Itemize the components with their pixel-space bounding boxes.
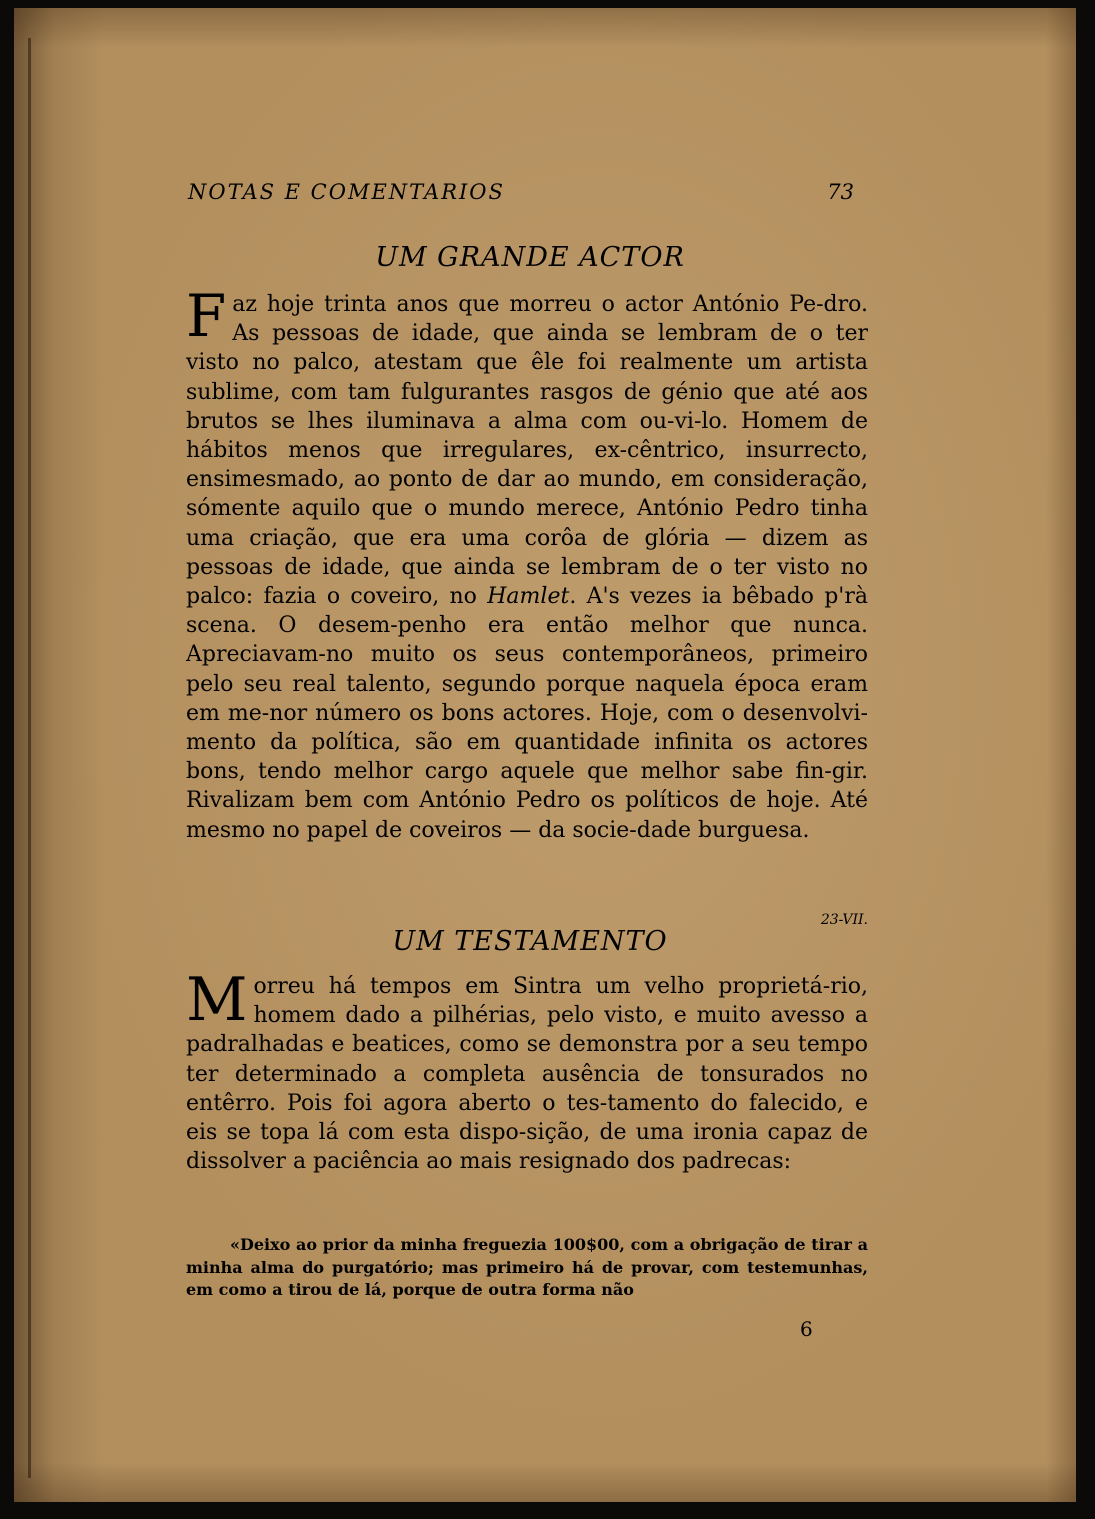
binding-gutter xyxy=(28,38,31,1478)
running-title: NOTAS E COMENTARIOS xyxy=(188,180,505,204)
drop-cap: F xyxy=(186,282,227,350)
drop-cap: M xyxy=(186,965,248,1035)
article-text: az hoje trinta anos que morreu o actor António Pe-dro. As pessoas de idade, que ainda se lembram de o ter visto no palco, atestam que êle foi realmente um artista sublime, com tam fulgurantes rasgos de génio que até aos brutos se lhes iluminava a alma com ou-vi-lo. Homem de hábitos menos que irregulares, ex-cêntrico, insurrecto, ensimesmado, ao ponto de dar ao mundo, em consideração, sómente aquilo que o mundo merece, António Pedro tinha uma criação, que era uma corôa de glória — dizem as pessoas de idade, que ainda se lembram de o ter visto no palco: fazia o coveiro, no Hamlet. A's vezes ia bêbado p'rà scena. O desem-penho era então melhor que nunca. Apreciavam-no muito os seus contemporâneos, primeiro pelo seu real talento, segundo porque naquela época eram em me-nor número os bons actores. Hoje, com o desenvolvi-mento da política, são em quantidade infinita os actores bons, tendo melhor cargo aquele que melhor sabe fin-gir. Rivalizam bem com António Pedro os políticos de hoje. Até mesmo no papel de coveiros — da socie-dade burguesa. xyxy=(186,292,868,843)
signature-mark: 6 xyxy=(800,1317,813,1341)
article-title-grande-actor: UM GRANDE ACTOR xyxy=(375,242,685,273)
testament-quote: «Deixo ao prior da minha freguezia 100$00, com a obrigação de tirar a minha alma do purgatório; mas primeiro há de provar, com testemunhas, em como a tirou de lá, porque de outra forma não xyxy=(186,1235,868,1299)
article-body-grande-actor xyxy=(186,282,868,845)
article-title-testamento: UM TESTAMENTO xyxy=(392,926,668,957)
article-body-testamento xyxy=(186,965,868,1176)
article-text: orreu há tempos em Sintra um velho proprietá-rio, homem dado a pilhérias, pelo visto, e muito avesso a padralhadas e beatices, como se demonstra por a seu tempo ter determinado a completa ausência de tonsurados no entêrro. Pois foi agora aberto o tes-tamento do falecido, e eis se topa lá com esta dispo-sição, de uma ironia capaz de dissolver a paciência ao mais resignado dos padrecas: xyxy=(186,974,868,1175)
running-header xyxy=(188,180,854,212)
page-number: 73 xyxy=(827,180,854,204)
article-date: 23-VII. xyxy=(820,912,868,928)
